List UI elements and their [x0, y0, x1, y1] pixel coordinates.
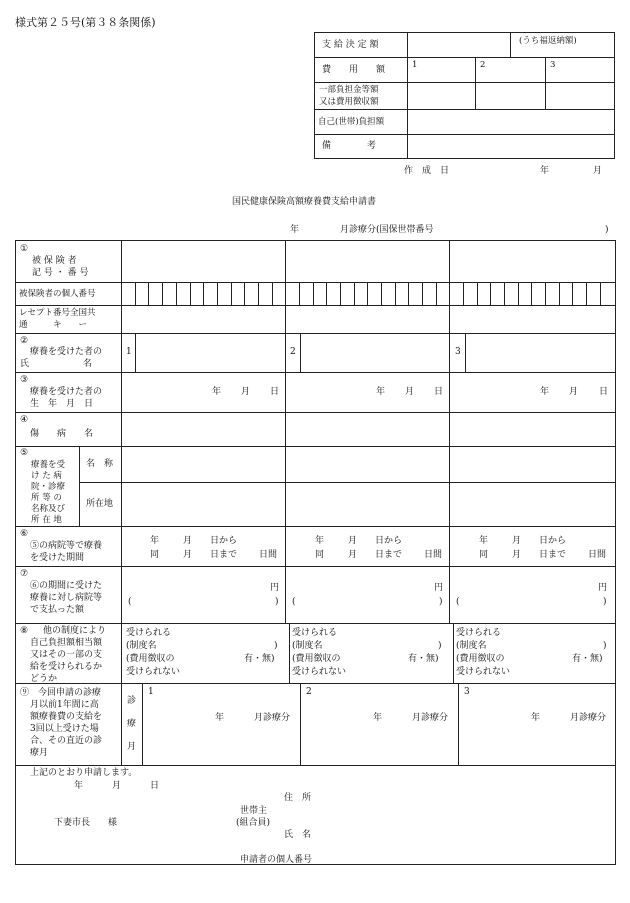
recent-3-year: 年: [531, 713, 541, 723]
period-3-to: 日まで: [539, 550, 567, 560]
row7-label-2: 療養に対し病院等: [30, 593, 103, 603]
dob-2-month: 月: [405, 387, 415, 397]
amount-1-yen: 円: [270, 583, 280, 593]
period-2-to: 日まで: [375, 550, 403, 560]
row4-label-1: 傷 病 名: [30, 429, 94, 439]
row9-sub-2: 療: [127, 719, 137, 729]
period-3-from-month: 月: [512, 536, 522, 546]
row3-label-1: 療養を受けた者の: [30, 387, 103, 397]
period-1-from-month: 月: [183, 536, 193, 546]
row8-label-4: 給を受けられるか: [30, 662, 103, 672]
householder-label-2: (組合員): [236, 818, 271, 828]
period-year: 年: [290, 225, 300, 235]
period-close: ): [605, 225, 609, 235]
row7-number: ⑦: [20, 569, 29, 579]
dob-2-year: 年: [376, 387, 386, 397]
other-2-system: (制度名: [292, 641, 323, 651]
row9-label-6: 療月: [30, 748, 49, 758]
row5-label-4: 所 等 の: [31, 493, 62, 503]
creation-year: 年: [540, 166, 550, 176]
dob-3-day: 日: [599, 387, 609, 397]
row9-label-4: 3回以上受けた場: [30, 724, 99, 734]
dob-1-day: 日: [270, 387, 280, 397]
row2-label-2: 氏 名: [20, 359, 93, 369]
name-label: 氏 名: [284, 830, 312, 840]
patient-2-number: 2: [290, 347, 296, 357]
period-1-same: 同: [150, 550, 160, 560]
row5-label-1: 療養を受: [31, 460, 66, 470]
declaration-month: 月: [112, 781, 122, 791]
other-2-can-receive: 受けられる: [292, 628, 338, 638]
recent-2-shinryo: 月診療分: [412, 713, 449, 723]
facility-address-label: 所在地: [86, 499, 114, 509]
other-3-system: (制度名: [456, 641, 487, 651]
row5-label-3: 院・診療: [31, 482, 66, 492]
other-1-system: (制度名: [126, 641, 157, 651]
row5-label-5: 名称及び: [31, 504, 66, 514]
other-2-cannot: 受けられない: [292, 667, 347, 677]
row6-label-2: を受けた期間: [30, 553, 85, 563]
row8-label-2: 自己負担額相当額: [30, 638, 103, 648]
creation-month: 月: [593, 166, 603, 176]
amount-1-open: (: [128, 597, 132, 607]
amount-2-yen: 円: [434, 583, 444, 593]
period-3-to-month: 月: [512, 550, 522, 560]
row9-label-2: 月以前1年間に高: [30, 700, 99, 710]
row4-number: ④: [20, 415, 29, 425]
row6-number: ⑥: [20, 529, 29, 539]
row2-number: ②: [20, 336, 29, 346]
facility-name-label: 名 称: [86, 459, 114, 469]
recent-1-shinryo: 月診療分: [254, 713, 291, 723]
row1-label-2: 記 号 ・ 番 号: [32, 268, 89, 278]
cost-col-2: 2: [480, 60, 486, 70]
cost-amount-label: 費 用 額: [322, 65, 386, 75]
row8-label-5: どうか: [30, 674, 58, 684]
other-2-system-close: ): [438, 641, 442, 651]
other-3-cannot: 受けられない: [456, 667, 511, 677]
row5-number: ⑤: [20, 448, 29, 458]
period-1-from-year: 年: [150, 536, 160, 546]
row5-label-2: け た 病: [31, 471, 62, 481]
other-3-system-close: ): [603, 641, 607, 651]
dob-1-month: 月: [241, 387, 251, 397]
other-2-fee: (費用徴収の: [292, 654, 341, 664]
period-3-days: 日間: [588, 550, 607, 560]
period-3-from: 日から: [539, 536, 567, 546]
period-2-from-month: 月: [348, 536, 358, 546]
period-1-to: 日まで: [210, 550, 238, 560]
other-1-fee: (費用徴収の: [126, 654, 175, 664]
personal-number-label: 被保険者の個人番号: [19, 289, 96, 299]
row7-label-1: ⑥の期間に受けた: [30, 581, 103, 591]
cost-col-1: 1: [412, 60, 418, 70]
row5-label-6: 所 在 地: [31, 515, 62, 525]
row7-label-3: で支払った額: [30, 605, 85, 615]
address-label: 住 所: [284, 793, 312, 803]
receipt-label-2: 通 キ ー: [19, 320, 88, 330]
row9-sub-3: 月: [127, 742, 137, 752]
other-1-system-close: ): [274, 641, 278, 651]
other-1-can-receive: 受けられる: [126, 628, 172, 638]
row9-label-1: ⑨ 今回申請の診療: [20, 688, 102, 698]
declaration-day: 日: [150, 781, 160, 791]
receipt-label-1: レセプト番号全国共: [19, 308, 96, 318]
applicant-number-label: 申請者の個人番号: [240, 855, 313, 865]
period-1-from: 日から: [210, 536, 238, 546]
period-1-days: 日間: [259, 550, 278, 560]
refund-note: (うち福返納額): [519, 36, 577, 46]
form-title: 国民健康保険高額療養費支給申請書: [232, 197, 377, 207]
other-1-cannot: 受けられない: [126, 667, 181, 677]
period-2-from-year: 年: [315, 536, 325, 546]
other-2-yesno: 有・無): [408, 654, 439, 664]
period-3-from-year: 年: [479, 536, 489, 546]
period-3-same: 同: [479, 550, 489, 560]
row8-label-1: 他の制度により: [43, 626, 107, 636]
row9-sub-1: 診: [127, 696, 137, 706]
row2-label-1: 療養を受けた者の: [30, 347, 103, 357]
other-3-fee: (費用徴収の: [456, 654, 505, 664]
amount-1-close: ): [275, 597, 279, 607]
row6-label-1: ⑤の病院等で療養: [30, 541, 103, 551]
amount-3-close: ): [603, 597, 607, 607]
recent-1-year: 年: [215, 713, 225, 723]
householder-label-1: 世帯主: [240, 806, 268, 816]
partial-burden-label-1: 一部負担金等額: [319, 85, 379, 95]
patient-1-number: 1: [126, 347, 132, 357]
declaration-statement: 上記のとおり申請します。: [30, 768, 138, 778]
decision-amount-label: 支 給 決 定 額: [322, 40, 379, 50]
row1-label-1: 被 保 険 者: [32, 256, 77, 266]
period-2-same: 同: [315, 550, 325, 560]
patient-3-number: 3: [455, 347, 461, 357]
period-1-to-month: 月: [183, 550, 193, 560]
row1-number: ①: [20, 244, 29, 254]
cost-col-3: 3: [550, 60, 556, 70]
dob-1-year: 年: [212, 387, 222, 397]
recent-2-year: 年: [373, 713, 383, 723]
dob-2-day: 日: [434, 387, 444, 397]
row3-number: ③: [20, 375, 29, 385]
dob-3-year: 年: [540, 387, 550, 397]
creation-date-label: 作 成 日: [404, 166, 450, 176]
partial-burden-label-2: 又は費用徴収額: [319, 97, 379, 107]
mayor-addressee: 下妻市長 様: [54, 818, 118, 828]
amount-2-open: (: [292, 597, 296, 607]
declaration-year: 年: [74, 781, 84, 791]
row9-label-3: 額療養費の支給を: [30, 712, 103, 722]
amount-3-yen: 円: [598, 583, 608, 593]
row3-label-2: 生 年 月 日: [30, 399, 94, 409]
period-month-text: 月診療分(国保世帯番号: [340, 225, 434, 235]
row9-label-5: 合、その直近の診: [30, 736, 103, 746]
form-number: 様式第２５号(第３８条関係): [15, 16, 156, 29]
recent-3-number: 3: [464, 687, 470, 697]
period-2-from: 日から: [375, 536, 403, 546]
self-burden-label: 自己(世帯)負担額: [318, 117, 385, 127]
other-3-can-receive: 受けられる: [456, 628, 502, 638]
other-3-yesno: 有・無): [572, 654, 603, 664]
recent-3-shinryo: 月診療分: [570, 713, 607, 723]
recent-1-number: 1: [148, 687, 154, 697]
recent-2-number: 2: [306, 687, 312, 697]
period-2-days: 日間: [424, 550, 443, 560]
amount-3-open: (: [456, 597, 460, 607]
amount-2-close: ): [439, 597, 443, 607]
remarks-label: 備 考: [322, 141, 377, 151]
row8-number: ⑧: [20, 626, 29, 636]
period-2-to-month: 月: [348, 550, 358, 560]
other-1-yesno: 有・無): [244, 654, 275, 664]
row8-label-3: 又はその一部の支: [30, 650, 103, 660]
dob-3-month: 月: [569, 387, 579, 397]
